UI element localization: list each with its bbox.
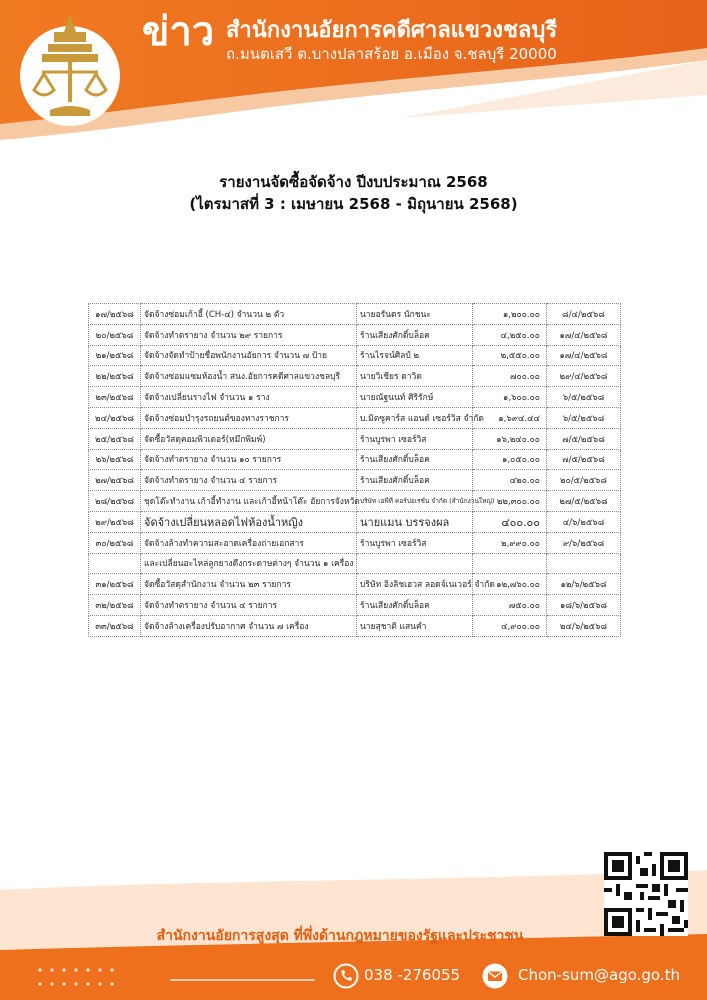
cell-item: จัดจ้างซ่อมบำรุงรถยนต์ของทางราชการ <box>141 407 357 428</box>
cell-vendor: บริษัท อิงลิชเฮวส ลอดจ์เนเวอร์ จำกัด <box>357 574 473 595</box>
cell-amount: ๗๕๐.๐๐ <box>473 595 547 616</box>
table-row <box>89 407 621 428</box>
cell-date: ๒๖/๒๕๖๘ <box>89 449 141 470</box>
cell-amount: ๔๐๐.๐๐ <box>473 511 547 532</box>
cell-signed: ๒๙/๔/๒๕๖๘ <box>547 366 621 387</box>
cell-date: ๒๐/๒๕๖๘ <box>89 324 141 345</box>
cell-date: ๒๙/๒๕๖๘ <box>89 511 141 532</box>
cell-amount: ๔๒๐.๐๐ <box>473 470 547 491</box>
cell-date: ๓๒/๒๕๖๘ <box>89 595 141 616</box>
qr-code <box>604 852 688 936</box>
cell-amount: ๒๒,๓๐๐.๐๐ <box>473 491 547 512</box>
cell-item: และเปลี่ยนอะไหล่ลูกยางดึงกระดาษต่างๆ จำนวน ๑ เครื่อง <box>141 553 357 574</box>
news-word: ข่าว <box>142 9 215 55</box>
report-title: รายงานจัดซื้อจัดจ้าง ปีงบประมาณ 2568 <box>219 173 488 191</box>
cell-vendor <box>357 553 473 574</box>
cell-item: จัดจ้างเปลี่ยนรางไฟ จำนวน ๑ ราง <box>141 387 357 408</box>
cell-signed: ๗/๕/๒๕๖๘ <box>547 449 621 470</box>
cell-item: จัดจ้างล้างทำความสะอาดเครื่องถ่ายเอกสาร <box>141 532 357 553</box>
cell-item: จัดจ้างทำตรายาง จำนวน ๑๐ รายการ <box>141 449 357 470</box>
cell-amount: ๑,๐๕๐.๐๐ <box>473 449 547 470</box>
cell-date: ๑๗/๒๕๖๘ <box>89 304 141 325</box>
cell-amount <box>473 553 547 574</box>
cell-date: ๒๘/๒๕๖๘ <box>89 491 141 512</box>
cell-vendor: ร้านเสียงศักดิ์บล็อค <box>357 449 473 470</box>
cell-item: จัดจ้างจัดทำป้ายชื่อพนักงานอัยการ จำนวน ๗ ป้าย <box>141 345 357 366</box>
cell-item: จัดซื้อวัสดุสำนักงาน จำนวน ๒๓ รายการ <box>141 574 357 595</box>
cell-amount: ๒,๕๕๐.๐๐ <box>473 345 547 366</box>
table-row <box>89 595 621 616</box>
cell-signed: ๒๔/๖/๒๕๖๘ <box>547 615 621 636</box>
cell-date: ๒๒/๒๕๖๘ <box>89 366 141 387</box>
cell-date: ๒๕/๒๕๖๘ <box>89 428 141 449</box>
cell-amount: ๑๖,๒๔๐.๐๐ <box>473 428 547 449</box>
table-row <box>89 491 621 512</box>
cell-signed: ๒๐/๕/๒๕๖๘ <box>547 470 621 491</box>
cell-vendor: ร้านไรจน์ศิลป์ ๒ <box>357 345 473 366</box>
cell-date: ๒๑/๒๕๖๘ <box>89 345 141 366</box>
footer-slogan: สำนักงานอัยการสูงสุด ที่พึ่งด้านกฎหมายของรัฐและประชาชน <box>156 928 524 944</box>
table-row <box>89 553 621 574</box>
cell-item: จัดจ้างล้างเครื่องปรับอากาศ จำนวน ๗ เครื่อง <box>141 615 357 636</box>
cell-date: ๒๔/๒๕๖๘ <box>89 407 141 428</box>
cell-item: จัดจ้างเปลี่ยนหลอดไฟห้องน้ำหญิง <box>141 511 357 532</box>
contact-phone[interactable]: 038 -276055 <box>364 966 461 984</box>
cell-item: จัดจ้างทำตรายาง จำนวน ๔ รายการ <box>141 595 357 616</box>
cell-item: ชุดโต๊ะทำงาน เก้าอี้ทำงาน และเก้าอี้หน้าโต๊ะ อัยการจังหวัด <box>141 491 357 512</box>
cell-signed <box>547 553 621 574</box>
cell-vendor: ร้านเสียงศักดิ์บล็อค <box>357 595 473 616</box>
table-row <box>89 511 621 532</box>
cell-date: ๒๓/๒๕๖๘ <box>89 387 141 408</box>
office-name: สำนักงานอัยการคดีศาลแขวงชลบุรี <box>226 18 558 43</box>
mail-icon <box>482 963 508 989</box>
cell-date: ๒๗/๒๕๖๘ <box>89 470 141 491</box>
cell-amount: ๑,๖๙๔.๔๔ <box>473 407 547 428</box>
cell-item: จัดซื้อวัสดุคอมพิวเตอร์(หมึกพิมพ์) <box>141 428 357 449</box>
cell-vendor: ร้านเสียงศักดิ์บล็อค <box>357 470 473 491</box>
table-row <box>89 449 621 470</box>
table-row <box>89 574 621 595</box>
phone-icon <box>333 963 359 989</box>
cell-date <box>89 553 141 574</box>
cell-vendor: นายสุชาติ แสนคำ <box>357 615 473 636</box>
cell-item: จัดจ้างซ่อมแซมห้องน้ำ สนง.อัยการคดีศาลแขวงชลบุรี <box>141 366 357 387</box>
table-row <box>89 345 621 366</box>
report-subtitle: (ไตรมาสที่ 3 : เมษายน 2568 - มิถุนายน 2568) <box>189 195 518 213</box>
cell-signed: ๒๗/๕/๒๕๖๘ <box>547 491 621 512</box>
cell-vendor: นายแมน บรรจงผล <box>357 511 473 532</box>
table-row <box>89 615 621 636</box>
cell-signed: ๑๗/๔/๒๕๖๘ <box>547 324 621 345</box>
cell-signed: ๑๗/๔/๒๕๖๘ <box>547 345 621 366</box>
cell-signed: ๖/๕/๒๕๖๘ <box>547 407 621 428</box>
cell-amount: ๑,๖๐๐.๐๐ <box>473 387 547 408</box>
cell-vendor: นายอรันดร นักชนะ <box>357 304 473 325</box>
cell-item: จัดจ้างทำตรายาง จำนวน ๒๙ รายการ <box>141 324 357 345</box>
table-row <box>89 304 621 325</box>
cell-vendor: บริษัท เอพีที คอร์ปอเรชั่น จำกัด (สำนักงานใหญ่) <box>357 491 473 512</box>
cell-date: ๓๑/๒๕๖๘ <box>89 574 141 595</box>
office-address: ถ.มนตเสวี ต.บางปลาสร้อย อ.เมือง จ.ชลบุรี 20000 <box>226 45 557 63</box>
cell-vendor: ร้านบูรพา เซอร์วิส <box>357 428 473 449</box>
table-row <box>89 324 621 345</box>
cell-amount: ๗๐๐.๐๐ <box>473 366 547 387</box>
cell-amount: ๑๒,๗๖๐.๐๐ <box>473 574 547 595</box>
cell-amount: ๒,๙๙๐.๐๐ <box>473 532 547 553</box>
cell-signed: ๔/๖/๒๕๖๘ <box>547 511 621 532</box>
cell-signed: ๘/๔/๒๕๖๘ <box>547 304 621 325</box>
ago-emblem-logo <box>14 6 126 128</box>
contact-email[interactable]: Chon-sum@ago.go.th <box>518 966 680 984</box>
cell-signed: ๙/๖/๒๕๖๘ <box>547 532 621 553</box>
table-row <box>89 470 621 491</box>
cell-date: ๓๓/๒๕๖๘ <box>89 615 141 636</box>
cell-amount: ๑,๒๐๐.๐๐ <box>473 304 547 325</box>
cell-signed: ๗/๕/๒๕๖๘ <box>547 428 621 449</box>
cell-vendor: ร้านบูรพา เซอร์วิส <box>357 532 473 553</box>
cell-amount: ๔,๒๕๐.๐๐ <box>473 324 547 345</box>
cell-vendor: ร้านเสียงศักดิ์บล็อค <box>357 324 473 345</box>
table-row <box>89 532 621 553</box>
table-row <box>89 366 621 387</box>
cell-signed: ๖/๕/๒๕๖๘ <box>547 387 621 408</box>
cell-item: จัดจ้างซ่อมเก้าอี้ (CH-๔) จำนวน ๒ ตัว <box>141 304 357 325</box>
cell-amount: ๔,๙๐๐.๐๐ <box>473 615 547 636</box>
cell-vendor: นายวิเชียร ดาวิด <box>357 366 473 387</box>
table-row <box>89 387 621 408</box>
cell-vendor: บ.มิตซูคาร์ส แอนด์ เซอร์วิส จำกัด <box>357 407 473 428</box>
cell-vendor: นายณัฐนนท์ ศิริรักษ์ <box>357 387 473 408</box>
cell-signed: ๑๘/๖/๒๕๖๘ <box>547 595 621 616</box>
cell-date: ๓๐/๒๕๖๘ <box>89 532 141 553</box>
cell-signed: ๑๒/๖/๒๕๖๘ <box>547 574 621 595</box>
cell-item: จัดจ้างทำตรายาง จำนวน ๔ รายการ <box>141 470 357 491</box>
procurement-table <box>88 303 621 637</box>
table-row <box>89 428 621 449</box>
